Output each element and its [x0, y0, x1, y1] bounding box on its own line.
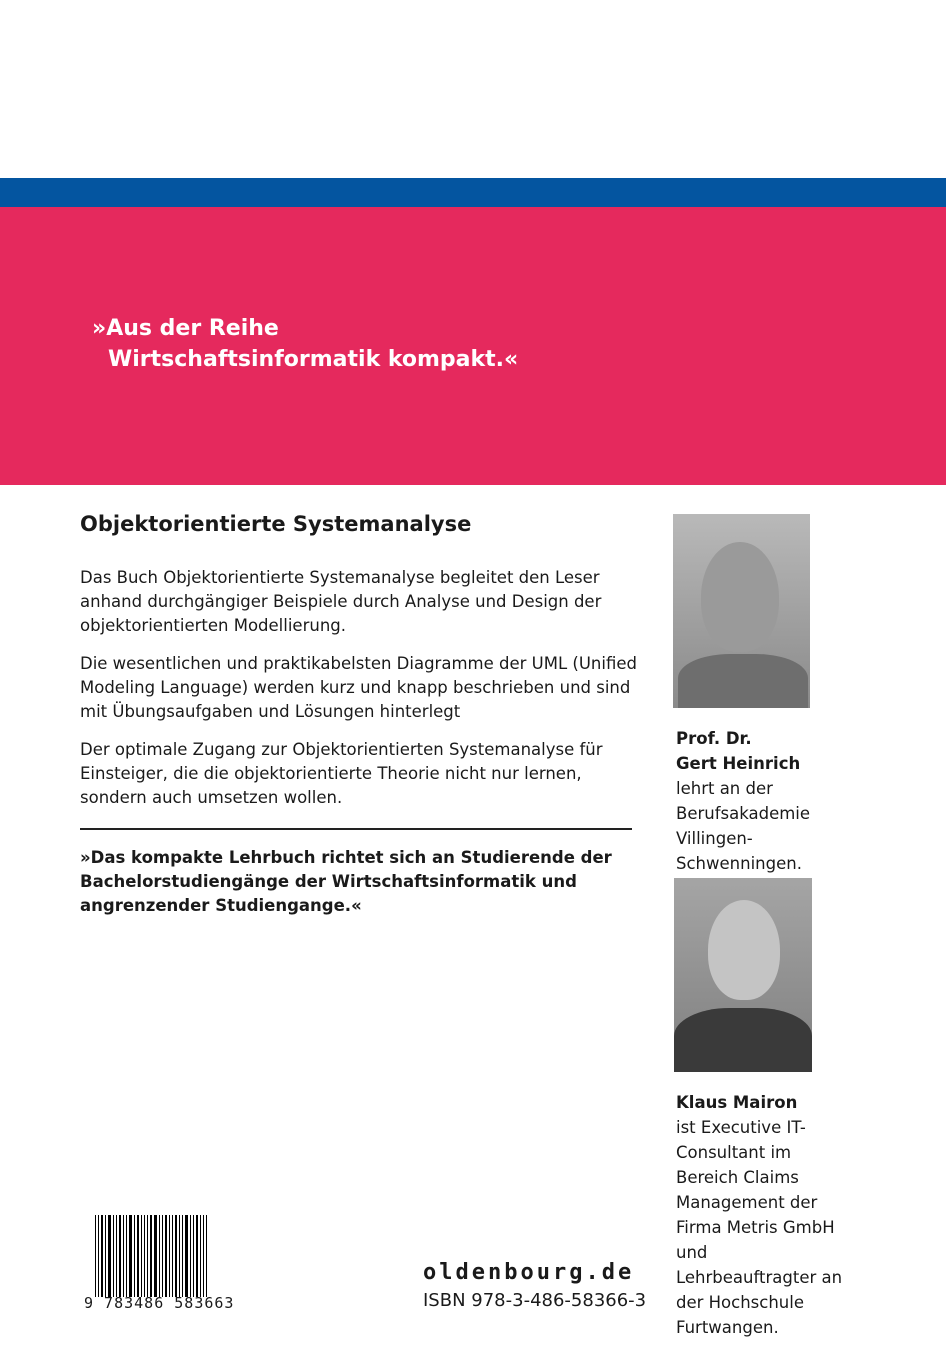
isbn: ISBN 978-3-486-58366-3 [423, 1290, 647, 1311]
series-line-2: Wirtschaftsinformatik kompakt.« [108, 347, 519, 372]
barcode-bar [172, 1215, 173, 1297]
barcode-bar [95, 1215, 96, 1297]
barcode-bar [203, 1215, 204, 1297]
paragraph: Die wesentlichen und praktikabelsten Diagramme der UML (Unified Modeling Language) werden kurz und knapp beschrieben und sind mit Übungsaufgaben und Lösungen hinterlegt [80, 654, 637, 721]
barcode-bar [101, 1215, 103, 1297]
description [80, 566, 650, 824]
series-line-1: »Aus der Reihe [92, 316, 279, 341]
barcode-bar [206, 1215, 207, 1297]
barcode-bar [165, 1215, 167, 1297]
book-title: Objektorientierte Systemanalyse [80, 512, 472, 536]
barcode-bar [105, 1215, 106, 1297]
author-bio-heinrich [676, 726, 936, 876]
divider [80, 828, 632, 830]
quote: »Das kompakte Lehrbuch richtet sich an Studierende der Bachelorstudiengänge der Wirtschaftsinformatik und angrenzender Studiengange.« [80, 848, 612, 915]
barcode-digits: 9 783486 583663 [84, 1294, 235, 1312]
barcode-bar [159, 1215, 160, 1297]
barcode-bar [179, 1215, 180, 1297]
barcode-bar [137, 1215, 139, 1297]
barcode-bar [150, 1215, 152, 1297]
barcode-bar [196, 1215, 198, 1297]
barcode-bar [98, 1215, 99, 1297]
barcode-bar [154, 1215, 157, 1297]
barcode-bar [129, 1215, 132, 1297]
barcode-bar [200, 1215, 201, 1297]
author-photo-mairon [674, 878, 812, 1072]
blue-band [0, 178, 946, 207]
paragraph: Das Buch Objektorientierte Systemanalyse begleitet den Leser anhand durchgängiger Beispiele durch Analyse und Design der objektorientierten Modellierung. [80, 568, 602, 635]
paragraph: Der optimale Zugang zur Objektorientierten Systemanalyse für Einsteiger, die die objektorientierte Theorie nicht nur lernen, sondern auch umsetzen wollen. [80, 740, 603, 807]
barcode-bar [175, 1215, 177, 1297]
barcode-bar [193, 1215, 194, 1297]
barcode [95, 1215, 217, 1297]
author-bio: lehrt an der Berufsakademie Villingen-Schwenningen. [676, 779, 811, 873]
author-bio: ist Executive IT-Consultant im Bereich Claims Management der Firma Metris GmbH und Lehrbeauftragter an der Hochschule Furtwangen. [676, 1118, 843, 1337]
barcode-bar [116, 1215, 117, 1297]
barcode-bar [108, 1215, 111, 1297]
barcode-bar [134, 1215, 135, 1297]
barcode-bar [169, 1215, 170, 1297]
barcode-bar [162, 1215, 163, 1297]
barcode-bar [147, 1215, 148, 1297]
barcode-bar [141, 1215, 142, 1297]
barcode-bar [144, 1215, 145, 1297]
barcode-bar [126, 1215, 127, 1297]
barcode-bar [113, 1215, 114, 1297]
barcode-bar [123, 1215, 124, 1297]
series-label [92, 313, 518, 375]
barcode-bar [119, 1215, 121, 1297]
author-photo-heinrich [673, 514, 810, 708]
author-bio-mairon [676, 1090, 936, 1340]
barcode-bar [190, 1215, 191, 1297]
publisher-website: oldenbourg.de [423, 1260, 635, 1285]
author-name: Klaus Mairon [676, 1093, 798, 1112]
author-name: Prof. Dr. [676, 729, 752, 748]
author-name: Gert Heinrich [676, 754, 801, 773]
barcode-bar [185, 1215, 188, 1297]
barcode-bar [182, 1215, 183, 1297]
